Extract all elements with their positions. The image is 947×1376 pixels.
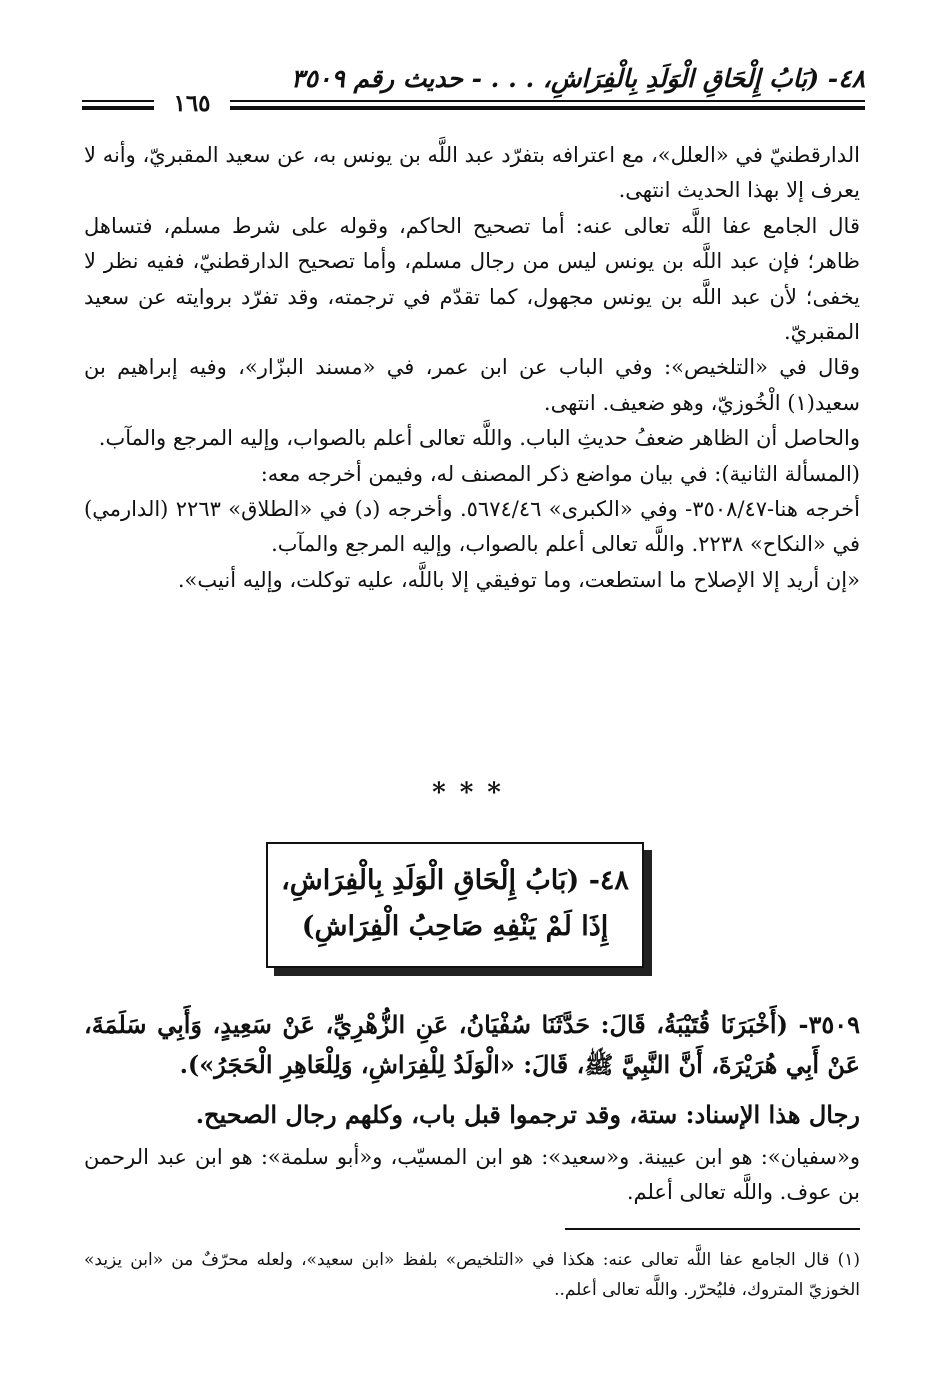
paragraph: والحاصل أن الظاهر ضعفُ حديثِ الباب. واللَّه تعالى أعلم بالصواب، وإليه المرجع والمآب. xyxy=(98,426,860,451)
chapter-heading-line: إِذَا لَمْ يَنْفِهِ صَاحِبُ الْفِرَاشِ) xyxy=(301,911,609,942)
paragraph: أخرجه هنا-٣٥٠٨/٤٧- وفي «الكبرى» ٥٦٧٤/٤٦. وأخرجه (د) في «الطلاق» ٢٢٦٣ (الدارمي) في «النكاح» ٢٢٣٨. واللَّه تعالى أعلم بالصواب، وإليه المرجع والمآب. xyxy=(84,497,860,557)
running-header: ٤٨- (بَابُ إِلْحَاقِ الْوَلَدِ بِالْفِرَاشِ، . . . - حديث رقم ٣٥٠٩ xyxy=(291,64,865,93)
chapter-heading-line: ٤٨- (بَابُ إِلْحَاقِ الْوَلَدِ بِالْفِرَاشِ، xyxy=(281,865,629,896)
footnote-rule xyxy=(565,1228,860,1230)
header-rule-left-thick xyxy=(82,106,154,110)
paragraph: قال الجامع عفا اللَّه تعالى عنه: أما تصحيح الحاكم، وقوله على شرط مسلم، فتساهل ظاهر؛ فإن عبد اللَّه بن يونس ليس من رجال مسلم، وأما تصحيح الدارقطنيّ، ففيه نظر لا يخفى؛ لأن عبد اللَّه بن يونس مجهول، كما تقدّم في ترجمته، وقد تفرّد بروايته عن سعيد المقبريّ. xyxy=(84,213,860,345)
header-rule-thin xyxy=(230,100,865,102)
paragraph: «إن أريد إلا الإصلاح ما استطعت، وما توفيقي إلا باللَّه، عليه توكلت، وإليه أنيب». xyxy=(177,567,860,592)
footnote: (١) قال الجامع عفا اللَّه تعالى عنه: هكذا في «التلخيص» بلفظ «ابن سعيد»، ولعله محرّفٌ من «ابن يزيد» الخوزيّ المتروك، فليُحرّر. واللَّه تعالى أعلم.. xyxy=(84,1250,860,1300)
rijal-heading: رجال هذا الإسناد: ستة، وقد ترجموا قبل باب، وكلهم رجال الصحيح. xyxy=(195,1100,860,1129)
paragraph: (المسألة الثانية): في بيان مواضع ذكر المصنف له، وفيمن أخرجه معه: xyxy=(260,461,860,486)
header-rule-thick xyxy=(230,106,865,110)
paragraph: الدارقطنيّ في «العلل»، مع اعترافه بتفرّد عبد اللَّه بن يونس به، عن سعيد المقبريّ، وأنه لا يعرف إلا بهذا الحديث انتهى. xyxy=(84,143,860,203)
page-number: ١٦٥ xyxy=(173,90,211,117)
section-separator: *** xyxy=(432,778,515,808)
paragraph: وقال في «التلخيص»: وفي الباب عن ابن عمر، في «مسند البزّار»، وفيه إبراهيم بن سعيد(١) الْخُوزيّ، وهو ضعيف. انتهى. xyxy=(84,355,860,415)
narrator-notes: و«سفيان»: هو ابن عيينة. و«سعيد»: هو ابن المسيّب، و«أبو سلمة»: هو ابن عبد الرحمن بن عوف. واللَّه تعالى أعلم. xyxy=(84,1145,860,1204)
commentary-body xyxy=(84,138,860,598)
hadith-text: ٣٥٠٩- (أَخْبَرَنَا قُتَيْبَةُ، قَالَ: حَدَّثَنَا سُفْيَانُ، عَنِ الزُّهْرِيِّ، عَنْ سَعِيدٍ، وَأَبِي سَلَمَةَ، عَنْ أَبِي هُرَيْرَةَ، أَنَّ النَّبِيَّ ﷺ، قَالَ: «الْوَلَدُ لِلْفِرَاشِ، وَلِلْعَاهِرِ الْحَجَرُ»). xyxy=(84,1010,860,1079)
header-rule-left-thin xyxy=(82,100,154,102)
chapter-heading-box xyxy=(266,842,644,968)
